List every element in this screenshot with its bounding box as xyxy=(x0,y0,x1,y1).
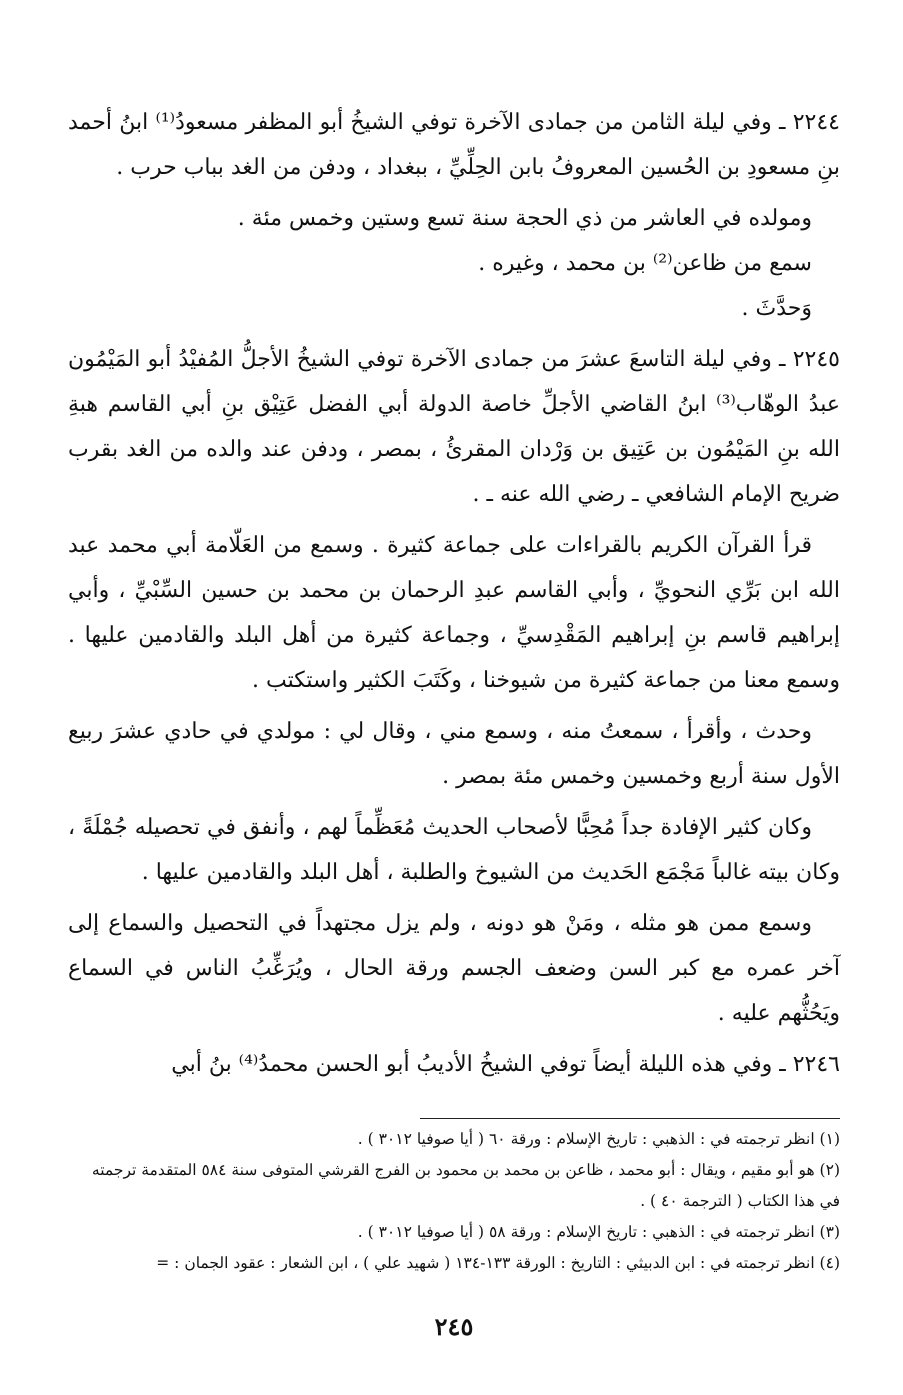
page-number: ٢٤٥ xyxy=(434,1312,474,1341)
heard-from-paragraph: سمع من ظاعن⁽²⁾ بن محمد ، وغيره . xyxy=(478,251,812,276)
footnote-3: (٣) انظر ترجمته في : الذهبي : تاريخ الإسلام : ورقة ٥٨ ( أيا صوفيا ٣٠١٢ ) . xyxy=(357,1223,840,1241)
footnote-1: (١) انظر ترجمته في : الذهبي : تاريخ الإسلام : ورقة ٦٠ ( أيا صوفيا ٣٠١٢ ) . xyxy=(357,1130,840,1148)
entry-2244-paragraph: ٢٢٤٤ ـ وفي ليلة الثامن من جمادى الآخرة توفي الشيخُ أبو المظفر مسعودُ⁽¹⁾ ابنُ أحمد بنِ مسعودِ بن الحُسين المعروفُ بابن الحِلِّيِّ ، ببغداد ، ودفن من الغد بباب حرب . xyxy=(68,110,840,180)
footnotes xyxy=(68,1124,840,1279)
footnote-divider xyxy=(420,1118,840,1119)
studies-paragraph: قرأ القرآن الكريم بالقراءات على جماعة كثيرة . وسمع من العَلّامة أبي محمد عبد الله ابن بَرِّي النحويِّ ، وأبي القاسم عبدِ الرحمان بن محمد بن حسين السِّبْيِّ ، وأبي إبراهيم قاسم بنِ إبراهيم المَقْدِسيِّ ، وجماعة كثيرة من أهل البلد والقادمين عليها . وسمع معنا من جماعة كثيرة من شيوخنا ، وكَتَبَ الكثير واستكتب . xyxy=(68,533,840,693)
birth-paragraph: ومولده في العاشر من ذي الحجة سنة تسع وستين وخمس مئة . xyxy=(237,206,812,231)
narration-paragraph: وحدث ، وأقرأ ، سمعتُ منه ، وسمع مني ، وقال لي : مولدي في حادي عشرَ ربيع الأول سنة أربع وخمسين وخمس مئة بمصر . xyxy=(68,719,840,789)
narrated-paragraph: وَحدَّثَ . xyxy=(741,296,812,321)
footnote-2: (٢) هو أبو مقيم ، ويقال : أبو محمد ، ظاعن بن محمد بن محمود بن الفرج القرشي المتوفى سنة ٥٨٤ المتقدمة ترجمته في هذا الكتاب ( الترجمة ٤٠ ) . xyxy=(91,1161,840,1210)
entry-2246-paragraph: ٢٢٤٦ ـ وفي هذه الليلة أيضاً توفي الشيخُ الأديبُ أبو الحسن محمدُ⁽⁴⁾ بنُ أبي xyxy=(171,1052,840,1077)
diligence-paragraph: وسمع ممن هو مثله ، ومَنْ هو دونه ، ولم يزل مجتهداً في التحصيل والسماع إلى آخر عمره مع كبر السن وضعف الجسم ورقة الحال ، ويُرَغِّبُ الناس في السماع ويَحُثُّهم عليه . xyxy=(68,911,840,1026)
footnote-4: (٤) انظر ترجمته في : ابن الدبيثي : التاريخ : الورقة ١٣٣-١٣٤ ( شهيد علي ) ، ابن الشعار : عقود الجمان : = xyxy=(156,1254,840,1272)
character-paragraph: وكان كثير الإفادة جداً مُحِبًّا لأصحاب الحديث مُعَظِّماً لهم ، وأنفق في تحصيله جُمْلَةً ، وكان بيته غالباً مَجْمَع الحَديث من الشيوخ والطلبة ، أهل البلد والقادمين عليها . xyxy=(68,815,840,885)
book-page xyxy=(68,100,840,1370)
entry-2245-paragraph: ٢٢٤٥ ـ وفي ليلة التاسعَ عشرَ من جمادى الآخرة توفي الشيخُ الأجلُّ المُفيْدُ أبو المَيْمُون عبدُ الوهّاب⁽³⁾ ابنُ القاضي الأجلِّ خاصة الدولة أبي الفضل عَتِيْق بنِ أبي القاسم هبةِ الله بنِ المَيْمُون بن عَتِيق بن وَرْدان المقرئُ ، بمصر ، ودفن عند والده من الغد بقرب ضريح الإمام الشافعي ـ رضي الله عنه ـ . xyxy=(68,347,840,507)
